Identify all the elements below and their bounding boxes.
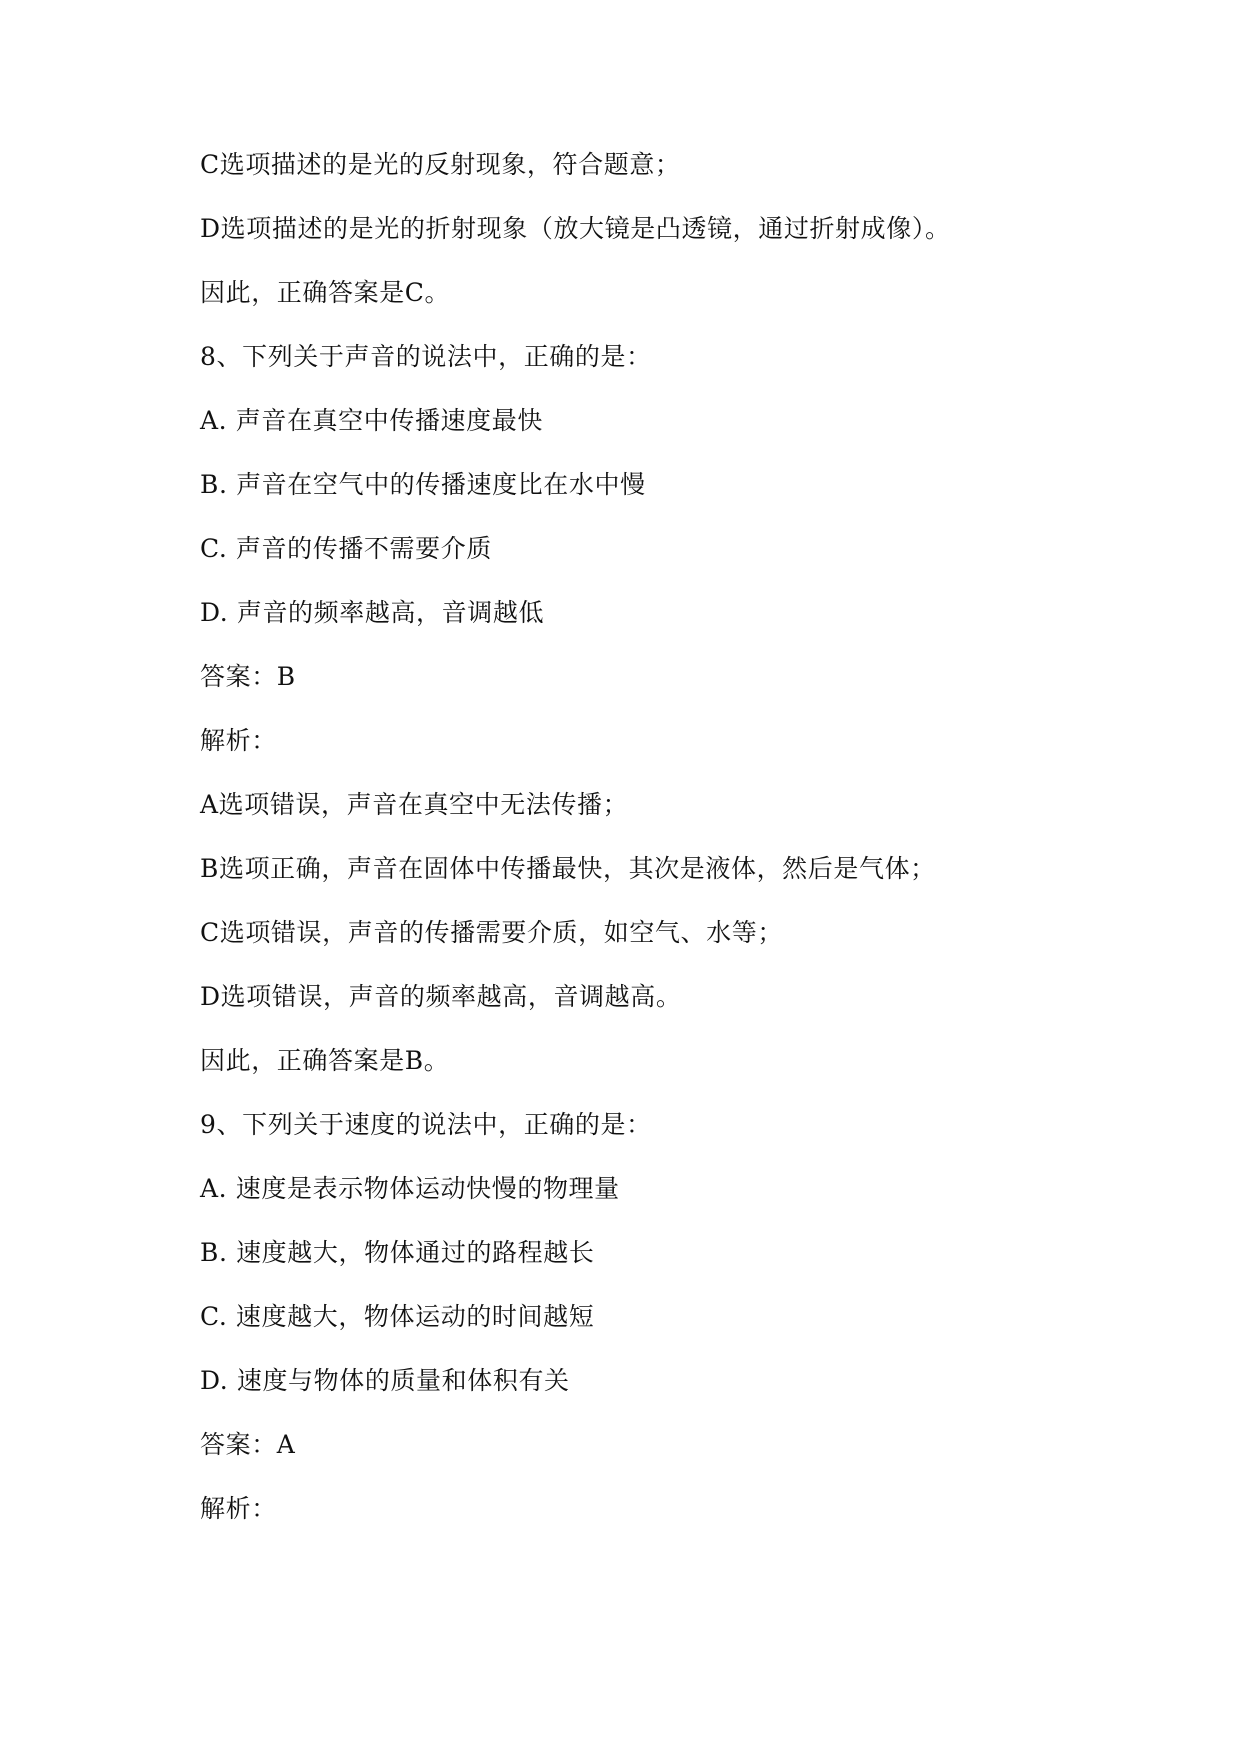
q8-analysis-option-a: A选项错误，声音在真空中无法传播；: [200, 790, 629, 819]
q8-conclusion: 因此，正确答案是B。: [200, 1046, 450, 1075]
q9-option-a: A. 速度是表示物体运动快慢的物理量: [200, 1174, 620, 1203]
q8-option-b: B. 声音在空气中的传播速度比在水中慢: [200, 470, 646, 499]
q8-answer: 答案：B: [200, 662, 296, 691]
q7-conclusion: 因此，正确答案是C。: [200, 278, 451, 307]
q9-option-b: B. 速度越大，物体通过的路程越长: [200, 1238, 595, 1267]
q9-answer: 答案：A: [200, 1430, 296, 1459]
q9-option-d: D. 速度与物体的质量和体积有关: [200, 1366, 570, 1395]
q8-option-d: D. 声音的频率越高，音调越低: [200, 598, 545, 627]
q8-analysis-heading: 解析：: [200, 726, 277, 755]
q9-option-c: C. 速度越大，物体运动的时间越短: [200, 1302, 595, 1331]
q8-analysis-option-c: C选项错误，声音的传播需要介质，如空气、水等；: [200, 918, 783, 947]
q8-option-c: C. 声音的传播不需要介质: [200, 534, 492, 563]
q8-analysis-option-d: D选项错误，声音的频率越高，音调越高。: [200, 982, 682, 1011]
q9-question: 9、下列关于速度的说法中，正确的是：: [200, 1110, 652, 1139]
q9-analysis-heading: 解析：: [200, 1494, 277, 1523]
q8-option-a: A. 声音在真空中传播速度最快: [200, 406, 543, 435]
q8-question: 8、下列关于声音的说法中，正确的是：: [200, 342, 652, 371]
q7-explanation-option-c: C选项描述的是光的反射现象，符合题意；: [200, 150, 681, 179]
q8-analysis-option-b: B选项正确，声音在固体中传播最快，其次是液体，然后是气体；: [200, 854, 936, 883]
q7-explanation-option-d: D选项描述的是光的折射现象（放大镜是凸透镜，通过折射成像）。: [200, 214, 951, 243]
